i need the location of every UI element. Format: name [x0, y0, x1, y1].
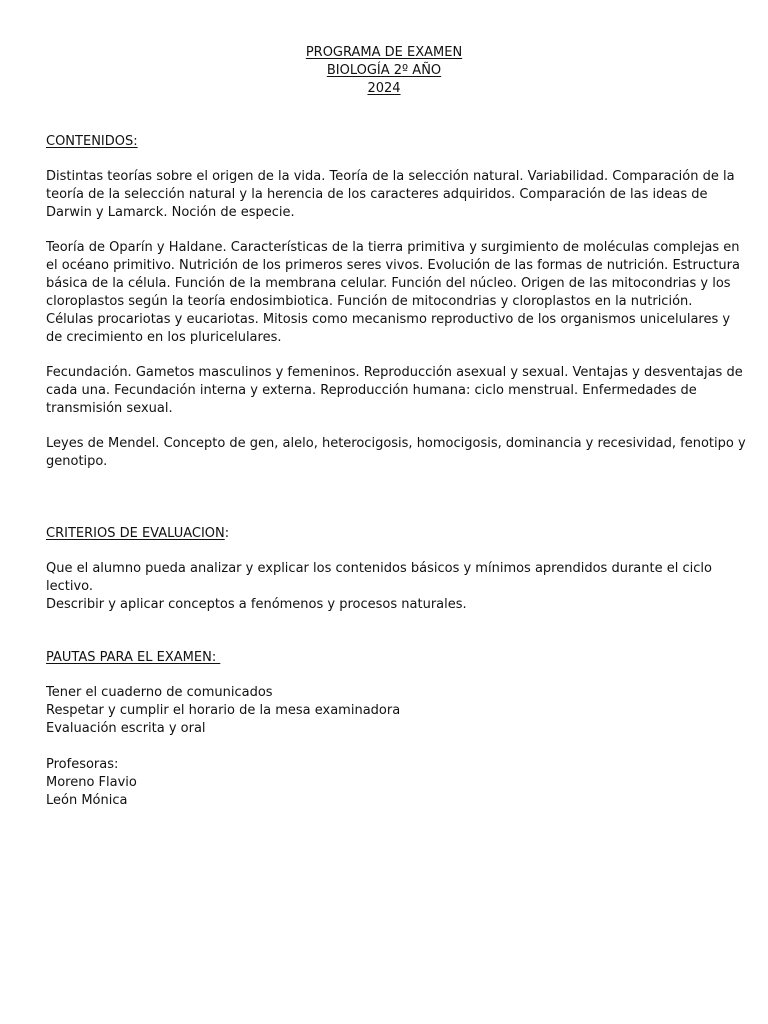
profesoras-block — [46, 756, 722, 810]
title-line-subject: BIOLOGÍA 2º AÑO — [326, 63, 442, 78]
paragraph-line: Células procariotas y eucariotas. Mitosis como mecanismo reproductivo de los organismos unicelulares y — [46, 312, 731, 327]
list-item: Tener el cuaderno de comunicados — [46, 685, 273, 700]
paragraph-line: teoría de la selección natural y la herencia de los caracteres adquiridos. Comparación de las ideas de — [46, 187, 708, 202]
paragraph-line: de crecimiento en los pluricelulares. — [46, 330, 282, 345]
list-item: Evaluación escrita y oral — [46, 721, 206, 736]
pautas-heading-text: PAUTAS PARA EL EXAMEN: — [46, 650, 221, 665]
profesora-name: León Mónica — [46, 793, 128, 808]
paragraph-line: lectivo. — [46, 579, 94, 594]
title-line-program: PROGRAMA DE EXAMEN — [305, 45, 463, 60]
paragraph-line: Que el alumno pueda analizar y explicar los contenidos básicos y mínimos aprendidos durante el ciclo — [46, 561, 712, 576]
paragraph-line: genotipo. — [46, 454, 108, 469]
paragraph-line: Teoría de Oparín y Haldane. Características de la tierra primitiva y surgimiento de moléculas complejas en — [46, 240, 740, 255]
criterios-heading — [46, 525, 229, 543]
contenidos-paragraph-4 — [46, 435, 746, 471]
document-title — [46, 44, 722, 98]
contenidos-paragraph-3 — [46, 364, 743, 418]
paragraph-line: Leyes de Mendel. Concepto de gen, alelo, heterocigosis, homocigosis, dominancia y recesividad, fenotipo y — [46, 436, 746, 451]
criterios-heading-text: CRITERIOS DE EVALUACION — [46, 526, 225, 541]
pautas-list — [46, 684, 722, 738]
paragraph-line: Fecundación. Gametos masculinos y femeninos. Reproducción asexual y sexual. Ventajas y desventajas de — [46, 365, 743, 380]
profesoras-label: Profesoras: — [46, 757, 119, 772]
contenidos-heading — [46, 133, 138, 151]
profesora-name: Moreno Flavio — [46, 775, 137, 790]
contenidos-paragraph-2 — [46, 239, 740, 347]
paragraph-line: Describir y aplicar conceptos a fenómenos y procesos naturales. — [46, 597, 467, 612]
list-item: Respetar y cumplir el horario de la mesa examinadora — [46, 703, 401, 718]
paragraph-line: cloroplastos según la teoría endosimbiotica. Función de mitocondrias y cloroplastos en la nutrición. — [46, 294, 693, 309]
paragraph-line: Darwin y Lamarck. Noción de especie. — [46, 205, 295, 220]
contenidos-paragraph-1 — [46, 168, 735, 222]
paragraph-line: básica de la célula. Función de la membrana celular. Función del núcleo. Origen de las mitocondrias y los — [46, 276, 731, 291]
paragraph-line: el océano primitivo. Nutrición de los primeros seres vivos. Evolución de las formas de nutrición. Estructura — [46, 258, 740, 273]
criterios-heading-colon: : — [224, 526, 230, 541]
paragraph-line: transmisión sexual. — [46, 401, 173, 416]
title-line-year: 2024 — [367, 81, 401, 96]
contenidos-heading-text: CONTENIDOS: — [46, 134, 138, 149]
paragraph-line: Distintas teorías sobre el origen de la vida. Teoría de la selección natural. Variabilidad. Comparación de la — [46, 169, 735, 184]
criterios-text — [46, 560, 722, 614]
pautas-heading — [46, 649, 220, 667]
paragraph-line: cada una. Fecundación interna y externa. Reproducción humana: ciclo menstrual. Enfermedades de — [46, 383, 697, 398]
